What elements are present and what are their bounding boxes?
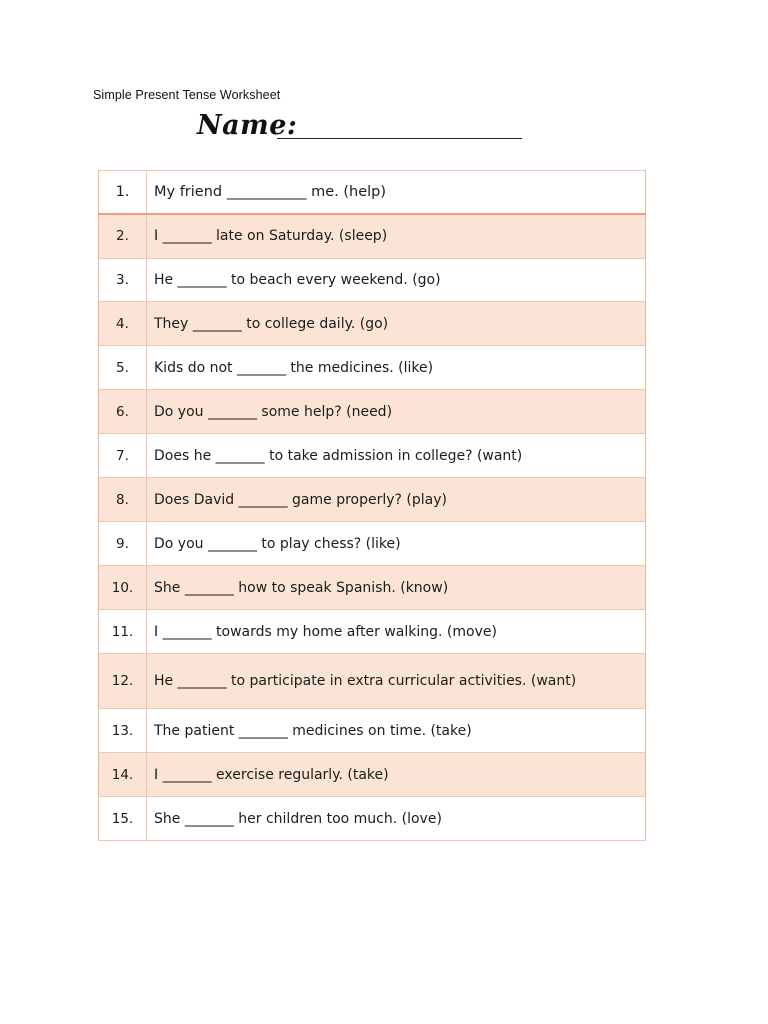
exercise-row (99, 753, 646, 797)
exercise-sentence: I _______ late on Saturday. (sleep) (147, 214, 646, 259)
exercise-row (99, 171, 646, 214)
exercise-sentence: Does David _______ game properly? (play) (147, 478, 646, 522)
exercise-row (99, 797, 646, 841)
exercise-number: 4. (99, 302, 147, 346)
exercise-number: 9. (99, 522, 147, 566)
exercise-number: 1. (99, 171, 147, 214)
exercise-row (99, 214, 646, 259)
exercise-sentence: She _______ her children too much. (love) (147, 797, 646, 841)
exercise-number: 2. (99, 214, 147, 259)
exercise-row (99, 566, 646, 610)
document-heading: Simple Present Tense Worksheet (93, 88, 281, 102)
exercise-sentence: She _______ how to speak Spanish. (know) (147, 566, 646, 610)
exercise-row (99, 610, 646, 654)
exercise-sentence: I _______ exercise regularly. (take) (147, 753, 646, 797)
exercise-row (99, 654, 646, 709)
exercise-number: 5. (99, 346, 147, 390)
exercise-number: 8. (99, 478, 147, 522)
exercise-number: 14. (99, 753, 147, 797)
exercise-sentence: He _______ to participate in extra curricular activities. (want) (147, 654, 646, 709)
exercise-row (99, 522, 646, 566)
exercise-row (99, 434, 646, 478)
name-field-row (197, 110, 527, 150)
exercise-number: 12. (99, 654, 147, 709)
exercise-sentence: Do you _______ some help? (need) (147, 390, 646, 434)
name-label: Name: (197, 110, 298, 141)
exercise-row (99, 346, 646, 390)
exercise-number: 3. (99, 259, 147, 302)
exercise-sentence: I _______ towards my home after walking. (move) (147, 610, 646, 654)
exercise-number: 11. (99, 610, 147, 654)
exercise-number: 13. (99, 709, 147, 753)
exercise-row (99, 302, 646, 346)
exercise-row (99, 259, 646, 302)
exercise-number: 7. (99, 434, 147, 478)
exercise-sentence: Does he _______ to take admission in college? (want) (147, 434, 646, 478)
name-blank-line (277, 138, 522, 139)
exercise-row (99, 709, 646, 753)
exercise-sentence: He _______ to beach every weekend. (go) (147, 259, 646, 302)
exercise-table (98, 170, 646, 841)
exercise-number: 6. (99, 390, 147, 434)
exercise-row (99, 478, 646, 522)
exercise-row (99, 390, 646, 434)
exercise-sentence: Kids do not _______ the medicines. (like) (147, 346, 646, 390)
exercise-sentence: My friend ___________ me. (help) (147, 171, 646, 214)
exercise-sentence: The patient _______ medicines on time. (take) (147, 709, 646, 753)
exercise-sentence: Do you _______ to play chess? (like) (147, 522, 646, 566)
exercise-sentence: They _______ to college daily. (go) (147, 302, 646, 346)
exercise-number: 10. (99, 566, 147, 610)
exercise-number: 15. (99, 797, 147, 841)
